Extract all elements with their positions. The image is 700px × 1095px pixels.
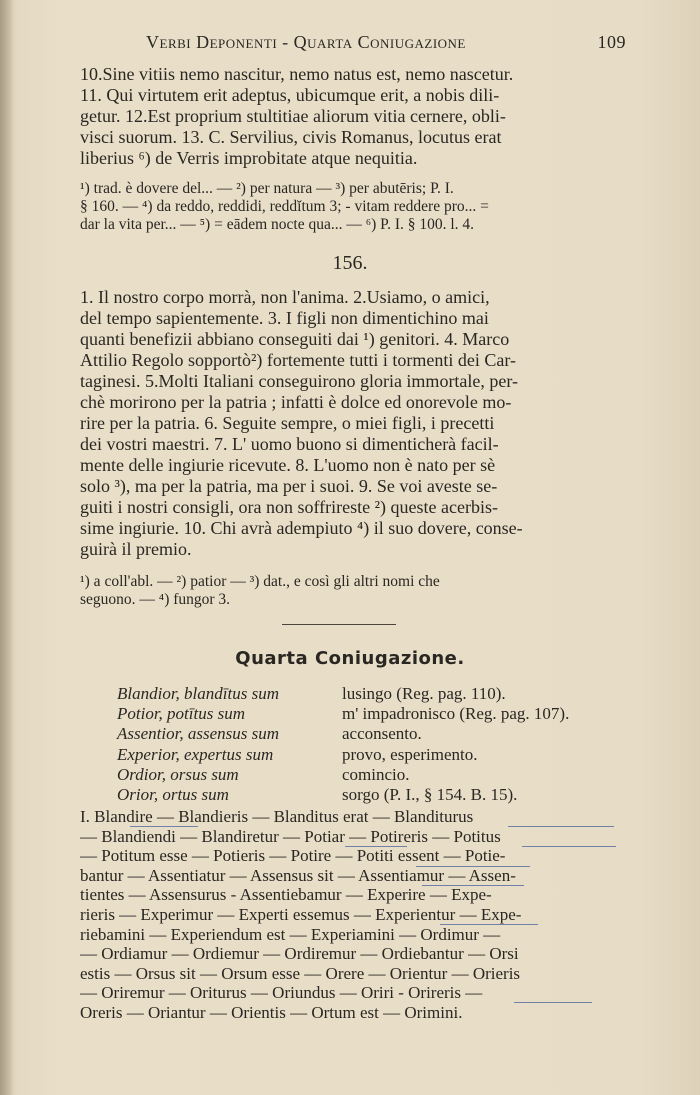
text-line: tientes — Assensurus - Assentiebamur — Experire — Expe-	[80, 885, 492, 905]
footnote-line: dar la vita per... — ⁵) = eādem nocte qua... — ⁶) P. I. § 100. l. 4.	[80, 216, 475, 233]
page-number: 109	[597, 32, 626, 52]
verb-italian: m' impadronisco (Reg. pag. 107).	[342, 704, 570, 724]
footnotes-latin	[80, 180, 620, 234]
text-line: guirà il premio.	[80, 539, 192, 559]
text-line: getur. 12.Est proprium stultitiae aliorum vitia cernere, obli-	[80, 106, 506, 126]
text-line: Oreris — Oriantur — Orientis — Ortum est — Orimini.	[80, 1002, 463, 1022]
deponent-verb-list	[117, 684, 627, 805]
ink-underline	[416, 866, 530, 867]
verb-row	[117, 704, 627, 724]
ink-underline	[130, 826, 198, 827]
verb-row	[117, 745, 627, 765]
text-line: liberius ⁶) de Verris improbitate atque nequitia.	[80, 148, 418, 168]
text-line: taginesi. 5.Molti Italiani conseguirono gloria immortale, per-	[80, 371, 519, 391]
text-line: del tempo sapientemente. 3. I figli non dimentichino mai	[80, 308, 489, 328]
verb-row	[117, 765, 627, 785]
text-line: — Oriremur — Oriturus — Oriundus — Oriri - Orireris —	[80, 983, 483, 1003]
text-line: solo ³), ma per la patria, ma per i suoi. 9. Se voi aveste se-	[80, 476, 498, 496]
text-line: rire per la patria. 6. Seguite sempre, o miei figli, i precetti	[80, 413, 495, 433]
text-line: 1. Il nostro corpo morrà, non l'anima. 2.Usiamo, o amici,	[80, 287, 490, 307]
exercise-number: 156.	[332, 252, 368, 274]
verb-italian: comincio.	[342, 764, 410, 784]
ink-underline	[514, 1002, 592, 1003]
footnote-line: seguono. — ⁴) fungor 3.	[80, 591, 231, 608]
text-line: estis — Orsus sit — Orsum esse — Orere — Orientur — Orieris	[80, 963, 521, 983]
text-line: Attilio Regolo sopportò²) fortemente tutti i tormenti dei Car-	[80, 350, 516, 370]
verb-latin: Ordior, orsus sum	[117, 764, 239, 784]
text-line: quanti benefizii abbiano conseguiti dai ¹) genitori. 4. Marco	[80, 329, 510, 349]
verb-row	[117, 684, 627, 704]
verb-latin: Experior, expertus sum	[117, 744, 274, 764]
ink-underline	[440, 924, 538, 925]
text-line: — Potitum esse — Potieris — Potire — Potiti essent — Potie-	[80, 846, 506, 866]
ink-underline	[345, 846, 407, 847]
footnote-line: ¹) trad. è dovere del... — ²) per natura — ³) per abutēris; P. I.	[80, 180, 454, 197]
section-title: Quarta Coniugazione.	[235, 648, 465, 669]
text-line: — Blandiendi — Blandiretur — Potiar — Potireris — Potitus	[80, 826, 501, 846]
text-line: dei vostri maestri. 7. L' uomo buono si dimenticherà facil-	[80, 434, 499, 454]
latin-sentences-paragraph	[80, 64, 620, 169]
footnote-line: ¹) a coll'abl. — ²) patior — ³) dat., e così gli altri nomi che	[80, 573, 440, 590]
text-line: sime ingiurie. 10. Chi avrà adempiuto ⁴) il suo dovere, conse-	[80, 518, 523, 538]
verb-latin: Potior, potītus sum	[117, 704, 245, 724]
text-line: visci suorum. 13. C. Servilius, civis Romanus, locutus erat	[80, 127, 502, 147]
verb-row	[117, 724, 627, 744]
text-line: guiti i nostri consigli, ora non soffrireste ²) queste acerbis-	[80, 497, 498, 517]
running-title: Verbi Deponenti - Quarta Coniugazione	[146, 32, 466, 52]
verb-italian: sorgo (P. I., § 154. B. 15).	[342, 784, 518, 804]
text-line: chè morirono per la patria ; infatti è dolce ed onorevole mo-	[80, 392, 512, 412]
italian-sentences-paragraph	[80, 287, 620, 560]
ink-underline	[522, 846, 616, 847]
section-divider	[282, 624, 396, 625]
text-line: rieris — Experimur — Experti essemus — Experientur — Expe-	[80, 904, 522, 924]
text-line: 11. Qui virtutem erit adeptus, ubicumque erit, a nobis dili-	[80, 85, 500, 105]
verb-latin: Blandior, blandītus sum	[117, 684, 279, 703]
verb-latin: Assentior, assensus sum	[117, 724, 279, 744]
verb-italian: provo, esperimento.	[342, 744, 478, 764]
text-line: bantur — Assentiatur — Assensus sit — Assentiamur — Assen-	[80, 865, 516, 885]
text-line: I. Blandire — Blandieris — Blanditus erat — Blanditurus	[80, 807, 474, 826]
ink-underline	[508, 826, 614, 827]
page-binding-shadow	[0, 0, 14, 1095]
text-line: 10.Sine vitiis nemo nascitur, nemo natus est, nemo nascetur.	[80, 64, 514, 84]
verb-row	[117, 785, 627, 805]
verb-latin: Orior, ortus sum	[117, 784, 229, 804]
running-header	[146, 32, 626, 56]
conjugation-exercise	[80, 807, 620, 1023]
footnote-line: § 160. — ⁴) da reddo, reddidi, reddĭtum 3; - vitam reddere pro... =	[80, 198, 489, 215]
text-line: mente delle ingiurie ricevute. 8. L'uomo non è nato per sè	[80, 455, 496, 475]
footnotes-italian	[80, 573, 620, 609]
ink-underline	[422, 885, 524, 886]
verb-italian: lusingo (Reg. pag. 110).	[342, 684, 506, 703]
verb-italian: acconsento.	[342, 724, 422, 744]
text-line: — Ordiamur — Ordiemur — Ordiremur — Ordiebantur — Orsi	[80, 944, 519, 964]
text-line: riebamini — Experiendum est — Experiamini — Ordimur —	[80, 924, 501, 944]
